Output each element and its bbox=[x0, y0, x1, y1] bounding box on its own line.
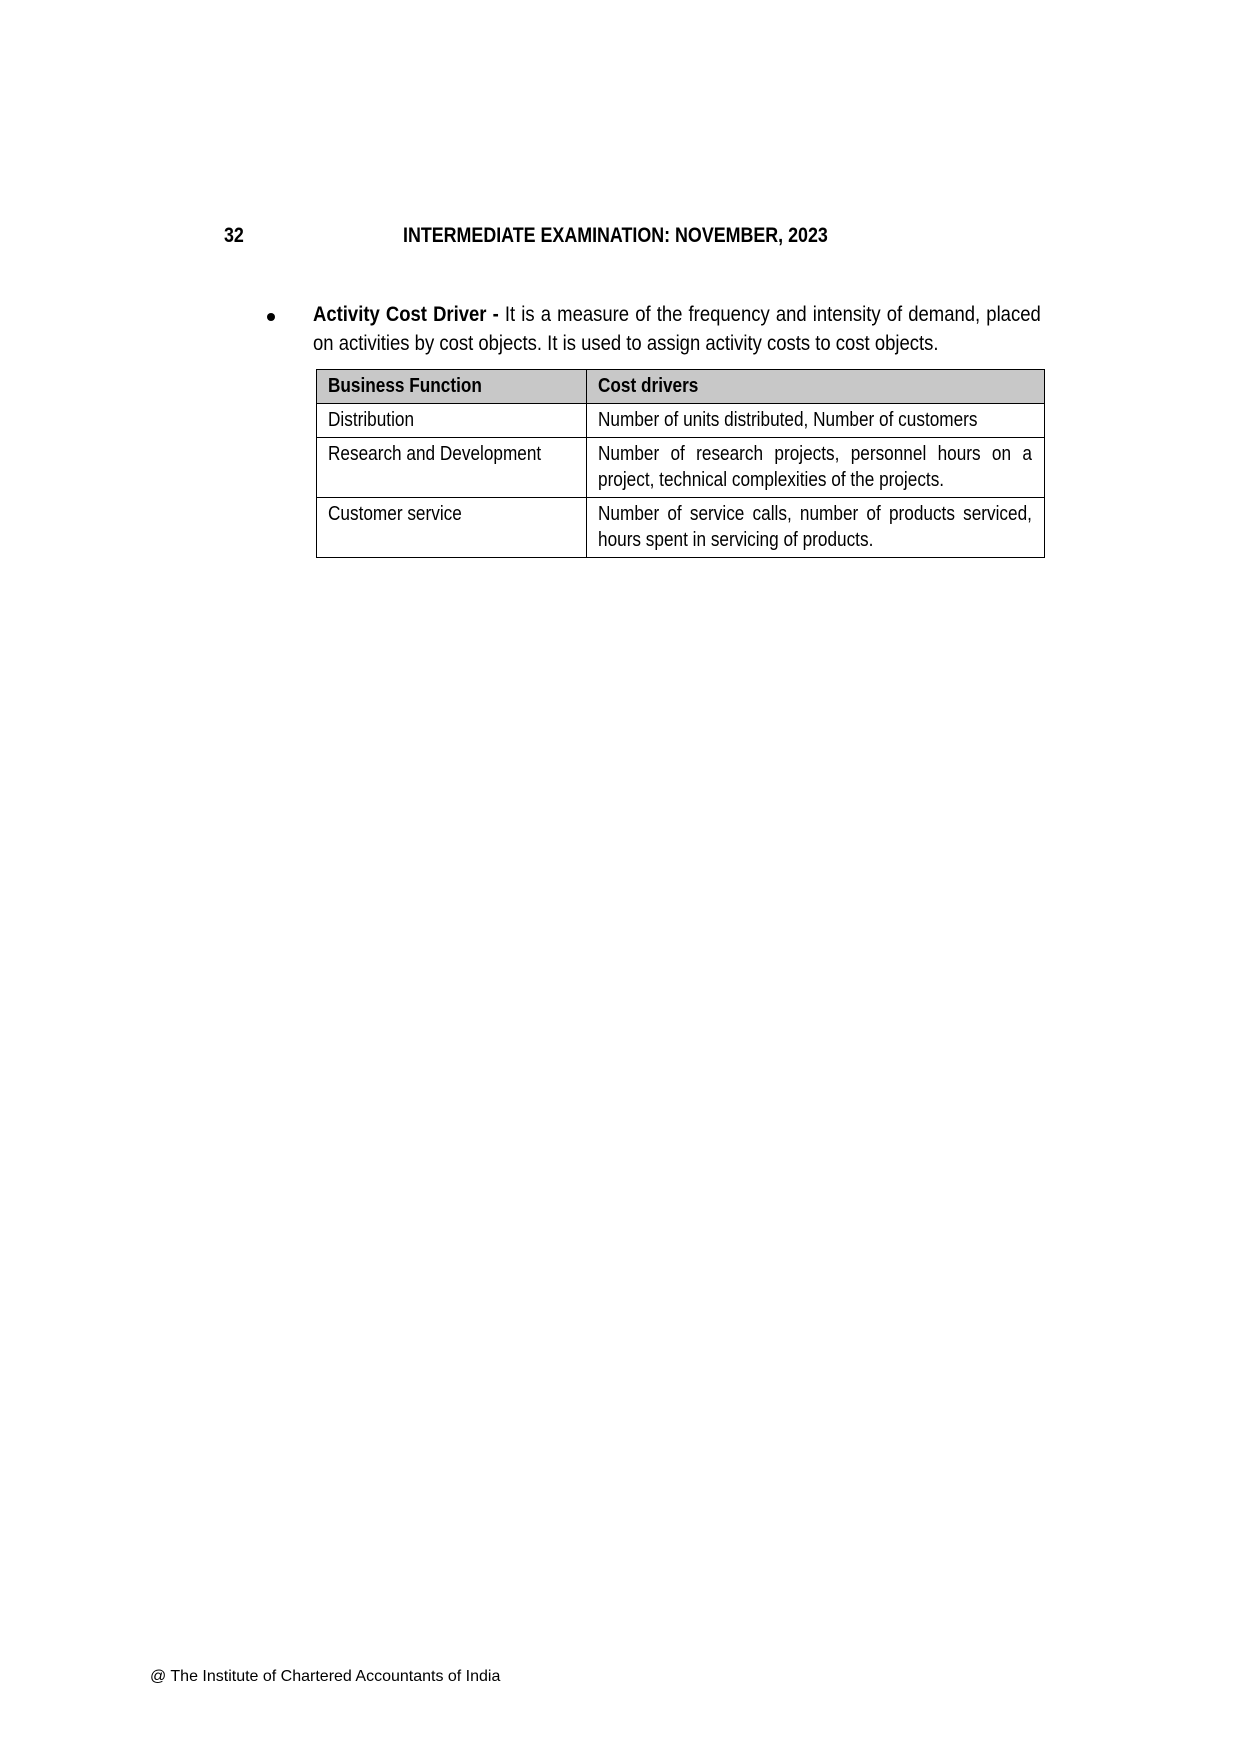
cost-drivers-table bbox=[316, 369, 1045, 558]
table-row bbox=[317, 438, 1045, 498]
bullet-term: Activity Cost Driver - bbox=[313, 303, 499, 326]
bullet-paragraph bbox=[313, 300, 1041, 358]
table-row bbox=[317, 404, 1045, 438]
cost-driver-cell: Number of research projects, personnel hours on a project, technical complexities of the projects. bbox=[587, 438, 1045, 498]
column-header-cost-drivers: Cost drivers bbox=[587, 370, 1045, 404]
business-function-cell: Distribution bbox=[317, 404, 587, 438]
running-header: INTERMEDIATE EXAMINATION: NOVEMBER, 2023 bbox=[403, 224, 828, 247]
cost-driver-cell: Number of service calls, number of products serviced, hours spent in servicing of products. bbox=[587, 498, 1045, 558]
table-header-row bbox=[317, 370, 1045, 404]
column-header-business-function: Business Function bbox=[317, 370, 587, 404]
footer-copyright: @ The Institute of Chartered Accountants of India bbox=[150, 1668, 501, 1685]
page-number: 32 bbox=[224, 224, 244, 247]
cost-driver-cell: Number of units distributed, Number of customers bbox=[587, 404, 1045, 438]
bullet-description: It is a measure of the frequency and intensity of demand, placed on activities by cost objects. It is used to assign activity costs to cost objects. bbox=[313, 303, 1041, 355]
table-row bbox=[317, 498, 1045, 558]
business-function-cell: Customer service bbox=[317, 498, 587, 558]
business-function-cell: Research and Development bbox=[317, 438, 587, 498]
bullet-icon bbox=[267, 313, 275, 321]
